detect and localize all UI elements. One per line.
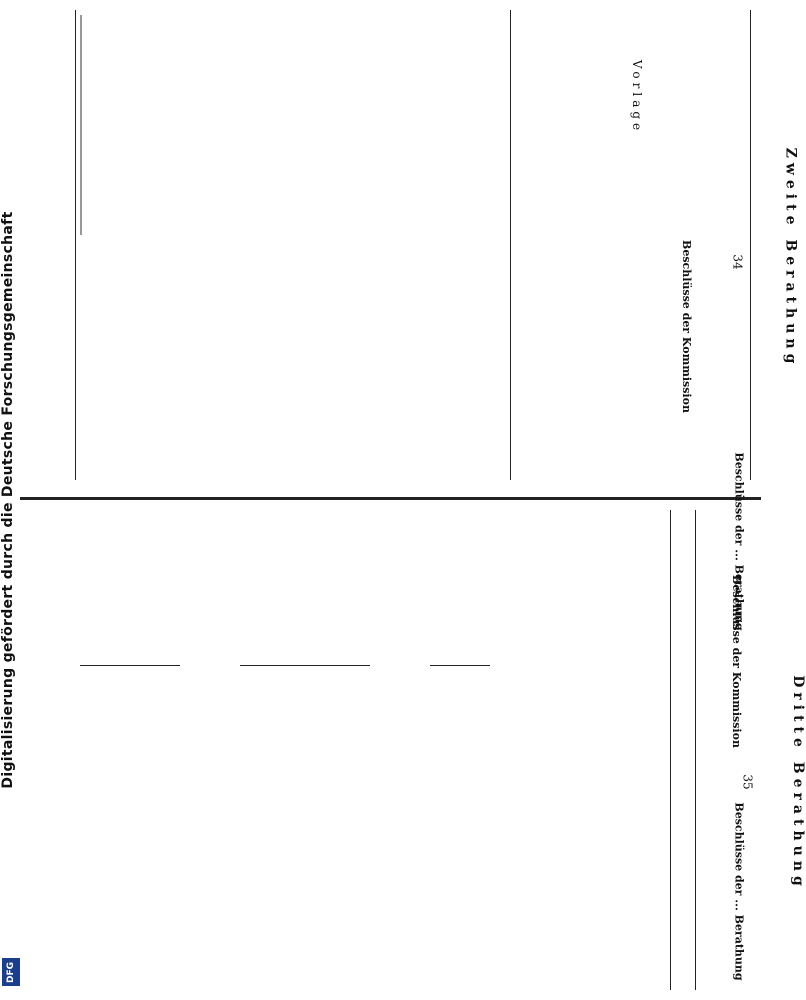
bottom-rule-3 bbox=[430, 665, 490, 666]
page-separator bbox=[20, 497, 761, 500]
dfg-footer: Digitalisierung gefördert durch die Deutsche Forschungsgemeinschaft bbox=[0, 211, 16, 789]
top-col-left-header: Vorlage bbox=[630, 59, 645, 135]
bottom-col-left-header: Beschlüsse der ... Berathung bbox=[732, 452, 746, 631]
top-page-number: 34 bbox=[730, 254, 745, 270]
top-col-right-header: Beschlüsse der Kommission bbox=[679, 240, 693, 413]
rule-bottom-left bbox=[670, 510, 671, 990]
bottom-col-mid-header: Beschlüsse der Kommission bbox=[729, 575, 743, 748]
bottom-page bbox=[40, 452, 806, 1000]
rule-outer-left bbox=[75, 10, 76, 480]
bottom-page-number: 35 bbox=[740, 774, 755, 790]
dfg-logo: DFG bbox=[2, 958, 20, 986]
rule-center bbox=[510, 10, 511, 480]
top-left-column-text bbox=[80, 15, 500, 240]
top-right-column-text bbox=[80, 250, 500, 480]
top-page bbox=[40, 0, 799, 490]
bottom-running-head: Dritte Berathung bbox=[789, 675, 806, 891]
bottom-rule-2 bbox=[240, 665, 370, 666]
rule-outer-right bbox=[750, 10, 751, 480]
rule-bottom-mid bbox=[695, 510, 696, 990]
bottom-rule-1 bbox=[80, 665, 180, 666]
top-running-head: Zweite Berathung bbox=[782, 147, 799, 369]
bottom-col-right-header: Beschlüsse der ... Berathung bbox=[732, 802, 746, 981]
